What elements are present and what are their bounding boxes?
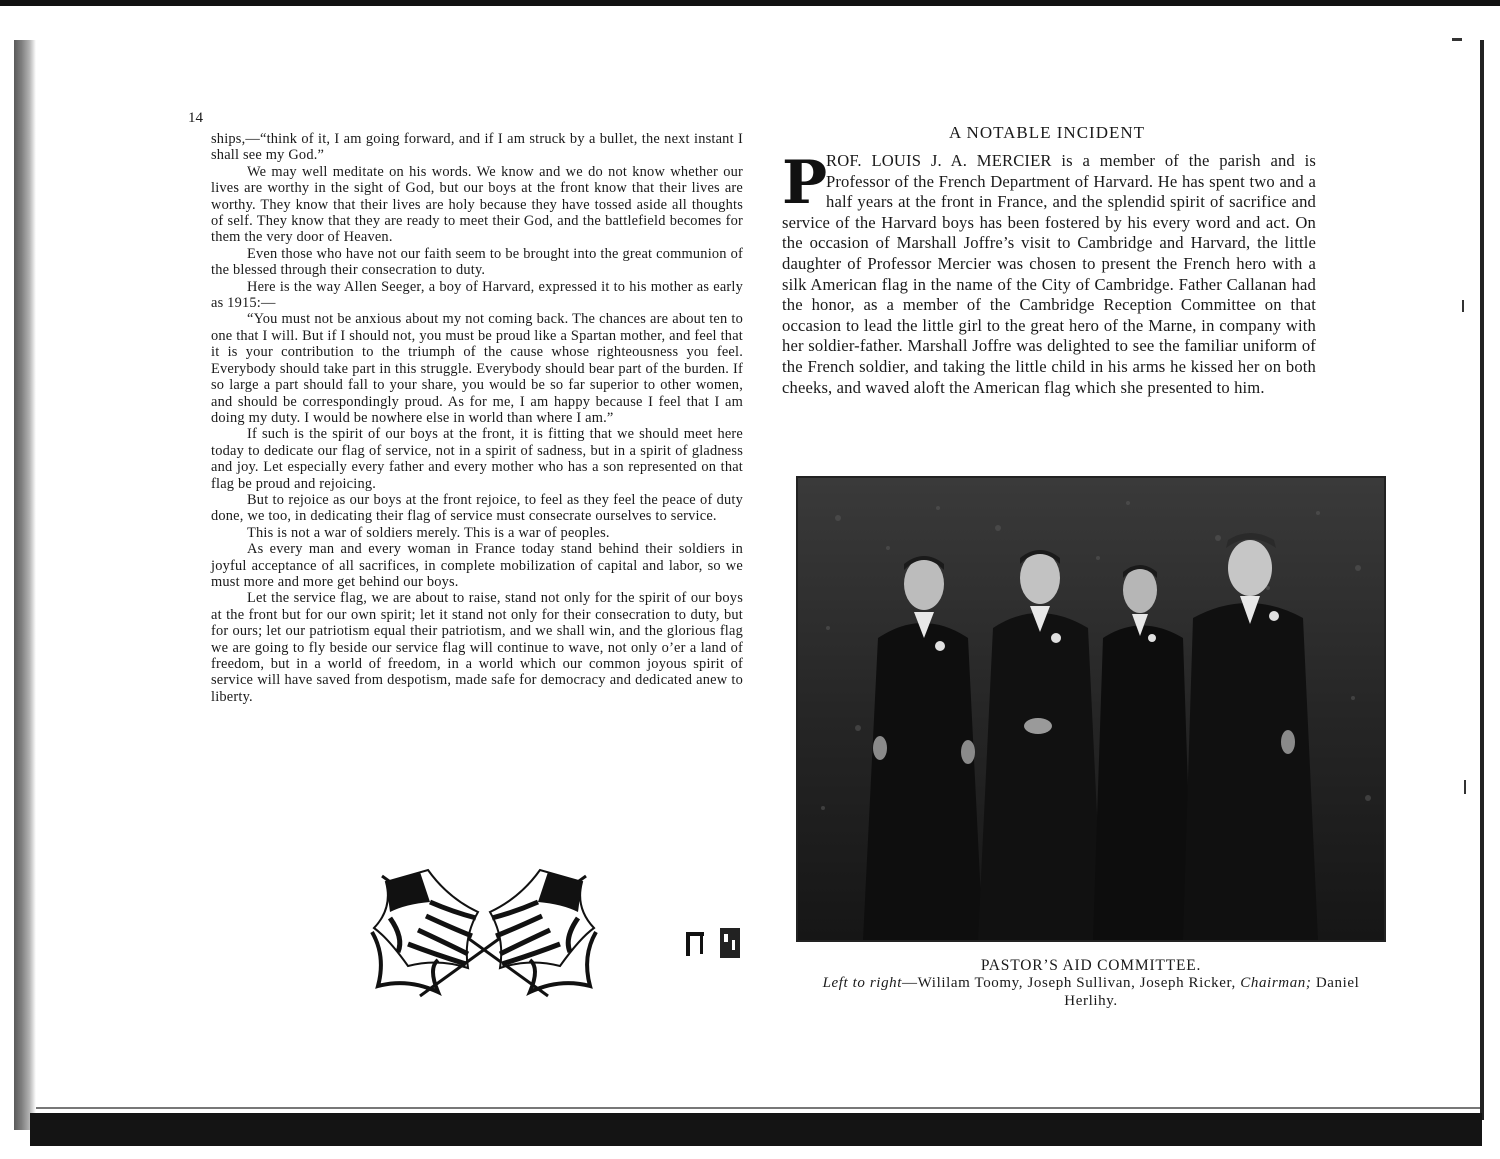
scan-border-bottom xyxy=(30,1113,1482,1146)
caption-lead: Left to right xyxy=(822,975,903,991)
paragraph: Here is the way Allen Seeger, a boy of Harvard, expressed it to his mother as early as 1915:— xyxy=(211,278,743,312)
paragraph: This is not a war of soldiers merely. This is a war of peoples. xyxy=(247,524,610,541)
scan-line-bottom xyxy=(36,1107,1480,1109)
photo-caption-title: PASTOR’S AID COMMITTEE. xyxy=(980,957,1202,974)
scan-edge-right xyxy=(1480,40,1484,1120)
article-title: A NOTABLE INCIDENT xyxy=(948,123,1146,142)
paragraph: But to rejoice as our boys at the front rejoice, to feel as they feel the peace of duty done, we too, in dedicating their flag of service must consecrate ourselves to service. xyxy=(211,491,743,525)
page-number: 14 xyxy=(188,110,203,126)
caption-role: Chairman; xyxy=(1240,975,1312,991)
paragraph: “You must not be anxious about my not coming back. The chances are about ten to one that I will. But if I should not, you must be proud like a Spartan mother, and feel that it is your contribution to the triumph of the cause whose righteousness you feel. Everybody should take part in this struggle. Everybody should bear part of the burden. If so large a part should fall to your share, you would be so far superior to other women, and should be correspondingly proud. As for me, I am happy because I feel that I am doing my duty. I would be nowhere else in world than where I am.” xyxy=(211,311,743,426)
article-body: ROF. LOUIS J. A. MERCIER is a member of the parish and is Professor of the French Department of Harvard. He has spent two and a half years at the front in France, and the splendid spirit of sacrifice and service of the Harvard boys has been fostered by his every word and act. On the occasion of Marshall Joffre’s visit to Cambridge and Harvard, the little daughter of Professor Mercier was chosen to present the French hero with a silk American flag in the name of the City of Cambridge. Father Callanan had the honor, as a member of the Cambridge Reception Committee on that occasion to lead the little girl to the great hero of the Marne, in company with her soldier-father. Marshall Joffre was delighted to see the familiar uniform of the French soldier, and taking the little child in his arms he kissed her on both cheeks, and waved aloft the American flag which she presented to him. xyxy=(782,151,1316,397)
article-text xyxy=(782,148,1316,398)
caption-last: Daniel Herlihy. xyxy=(1064,975,1360,1009)
scan-mark xyxy=(1452,38,1462,41)
caption-names: —Wililam Toomy, Joseph Sullivan, Joseph Ricker, xyxy=(902,975,1241,991)
scan-mark xyxy=(1464,780,1466,794)
paragraph: Let the service flag, we are about to raise, stand not only for the spirit of our boys at the front but for our own spirit; let it stand not only for their consecration to duty, but for ours; let our patriotism equal their patriotism, and we shall win, and the glorious flag we are going to fly beside our service flag will continue to wave, not only o’er a land of freedom, but in a world of freedom, in a world which our common joyous spirit of service will have saved from despotism, made safe for democracy and dedicated anew to liberty. xyxy=(211,590,743,705)
scan-mark xyxy=(1462,300,1464,312)
paragraph: As every man and every woman in France today stand behind their soldiers in joyful acceptance of all sacrifices, in complete mobilization of capital and labor, so we must more and more get behind our boys. xyxy=(211,541,743,590)
photo-image xyxy=(798,478,1384,940)
paragraph: If such is the spirit of our boys at the front, it is fitting that we should meet here today to dedicate our flag of service, not in a spirit of sadness, but in a spirit of gladness and joy. Let especially every father and every mother who has a son represented on that flag be proud and rejoicing. xyxy=(211,426,743,492)
paragraph: We may well meditate on his words. We know and we do not know whether our lives are worthy in the sight of God, but our boys at the front know that their lives are worthy. They know that their lives are holy because they have tossed aside all thoughts of self. They know that they are ready to meet their God, and the battlefield becomes for them the very door of Heaven. xyxy=(211,163,743,246)
scan-shadow-left xyxy=(14,40,36,1130)
photo-caption xyxy=(796,974,1386,1010)
paragraph: ships,—“think of it, I am going forward, and if I am struck by a bullet, the next instant I shall see my God.” xyxy=(211,131,743,164)
left-column-text xyxy=(211,131,743,705)
committee-photograph xyxy=(796,476,1386,942)
paragraph: Even those who have not our faith seem to be brought into the great communion of the blessed through their consecration to duty. xyxy=(211,245,743,279)
scan-border-top xyxy=(0,0,1500,6)
drop-cap: P xyxy=(782,148,828,218)
crossed-flags-illustration xyxy=(368,868,600,1008)
printers-mark xyxy=(684,926,744,962)
